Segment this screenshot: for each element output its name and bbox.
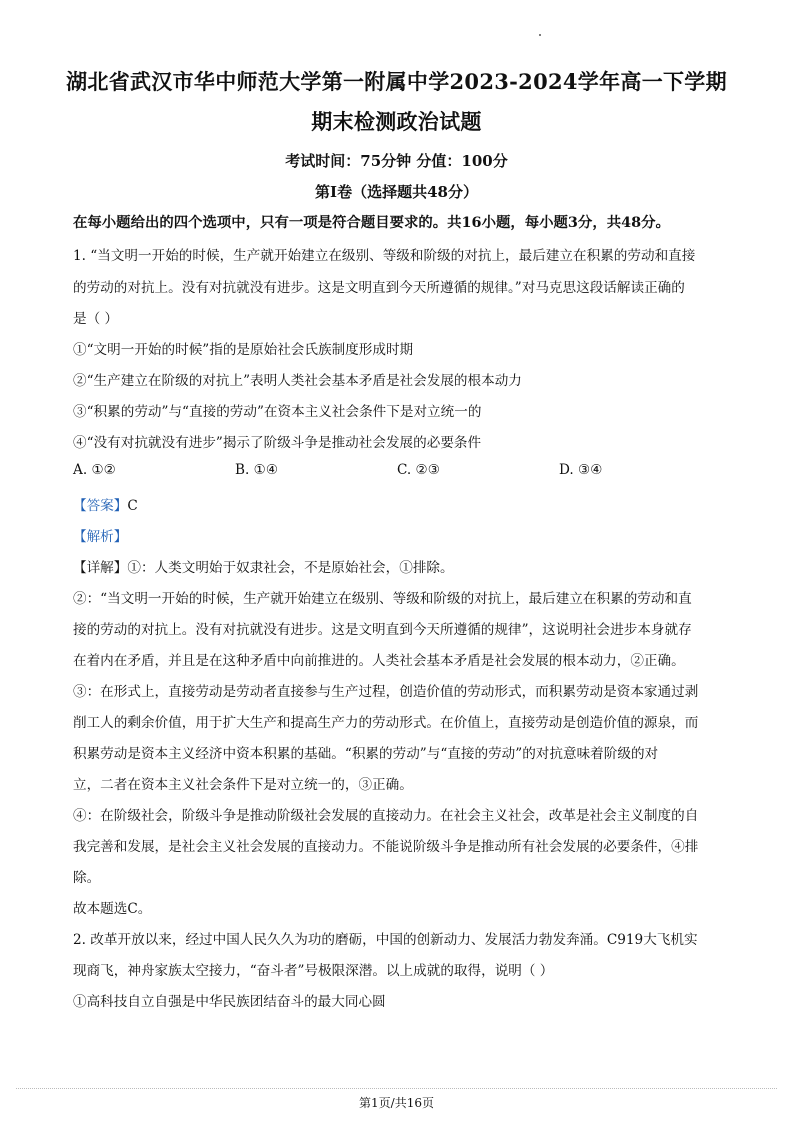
q1-detail-3b: 削工人的剩余价值，用于扩大生产和提高生产力的劳动形式。在价值上，直接劳动是创造价值的源泉，而	[73, 715, 699, 731]
q1-detail-1: 【详解】①：人类文明始于奴隶社会，不是原始社会，①排除。	[73, 560, 454, 576]
q1-item-2: ②“生产建立在阶级的对抗上”表明人类社会基本矛盾是社会发展的根本动力	[73, 373, 522, 389]
analysis-tag: 【解析】	[73, 529, 128, 545]
document-title-line-2: 期末检测政治试题	[311, 109, 482, 134]
q1-conclusion: 故本题选C。	[73, 901, 152, 917]
q1-detail-4c: 除。	[73, 870, 101, 886]
q1-option-b: B. ①④	[235, 462, 279, 478]
q1-detail-2b: 接的劳动的对抗上。没有对抗就没有进步。这是文明直到今天所遵循的规律”，这说明社会进步本身就存	[73, 622, 692, 638]
q1-item-3: ③“积累的劳动”与“直接的劳动”在资本主义社会条件下是对立统一的	[73, 404, 482, 420]
q1-item-1: ①“文明一开始的时候”指的是原始社会氏族制度形成时期	[73, 342, 414, 358]
q1-stem-line-3: 是（ ）	[73, 311, 119, 327]
q1-detail-2c: 在着内在矛盾，并且是在这种矛盾中向前推进的。人类社会基本矛盾是社会发展的根本动力，②正确。	[73, 653, 685, 669]
q1-detail-4a: ④：在阶级社会，阶级斗争是推动阶级社会发展的直接动力。在社会主义社会，改革是社会主义制度的自	[73, 808, 699, 824]
footer-divider	[16, 1088, 777, 1089]
stray-dot	[539, 34, 541, 36]
q2-stem-line-1: 2. 改革开放以来，经过中国人民久久为功的磨砺，中国的创新动力、发展活力勃发奔涌。C919大飞机实	[73, 932, 698, 948]
q2-item-1: ①高科技自立自强是中华民族团结奋斗的最大同心圆	[73, 994, 386, 1010]
document-title-line-1: 湖北省武汉市华中师范大学第一附属中学2023-2024学年高一下学期	[66, 69, 727, 94]
page-number: 第1页/共16页	[359, 1096, 434, 1110]
q1-option-c: C. ②③	[397, 462, 440, 478]
q1-detail-2a: ②：“当文明一开始的时候，生产就开始建立在级别、等级和阶级的对抗上，最后建立在积累的劳动和直	[73, 591, 692, 607]
q1-detail-3d: 立，二者在资本主义社会条件下是对立统一的，③正确。	[73, 777, 413, 793]
q1-detail-3a: ③：在形式上，直接劳动是劳动者直接参与生产过程，创造价值的劳动形式，而积累劳动是资本家通过剥	[73, 684, 699, 700]
section-heading: 第Ⅰ卷（选择题共48分）	[315, 183, 478, 201]
q2-stem-line-2: 现商飞，神舟家族太空接力，“奋斗者”号极限深潜。以上成就的取得，说明（ ）	[73, 963, 554, 979]
q1-answer	[73, 494, 138, 514]
answer-tag: 【答案】	[73, 498, 128, 514]
q1-detail-3c: 积累劳动是资本主义经济中资本积累的基础。“积累的劳动”与“直接的劳动”的对抗意味着阶级的对	[73, 746, 659, 762]
instruction: 在每小题给出的四个选项中，只有一项是符合题目要求的。共16小题，每小题3分，共48分。	[73, 214, 670, 231]
q1-stem-line-2: 的劳动的对抗上。没有对抗就没有进步。这是文明直到今天所遵循的规律。”对马克思这段话解读正确的	[73, 280, 685, 296]
q1-detail-4b: 我完善和发展，是社会主义社会发展的直接动力。不能说阶级斗争是推动所有社会发展的必要条件，④排	[73, 839, 699, 855]
q1-item-4: ④“没有对抗就没有进步”揭示了阶级斗争是推动社会发展的必要条件	[73, 435, 482, 451]
q1-option-d: D. ③④	[559, 462, 603, 478]
exam-info: 考试时间：75分钟 分值：100分	[285, 152, 508, 170]
q1-stem-line-1: 1. “当文明一开始的时候，生产就开始建立在级别、等级和阶级的对抗上，最后建立在积累的劳动和直接	[73, 248, 696, 264]
q1-option-a: A. ①②	[73, 462, 116, 478]
answer-value: C	[127, 498, 138, 514]
